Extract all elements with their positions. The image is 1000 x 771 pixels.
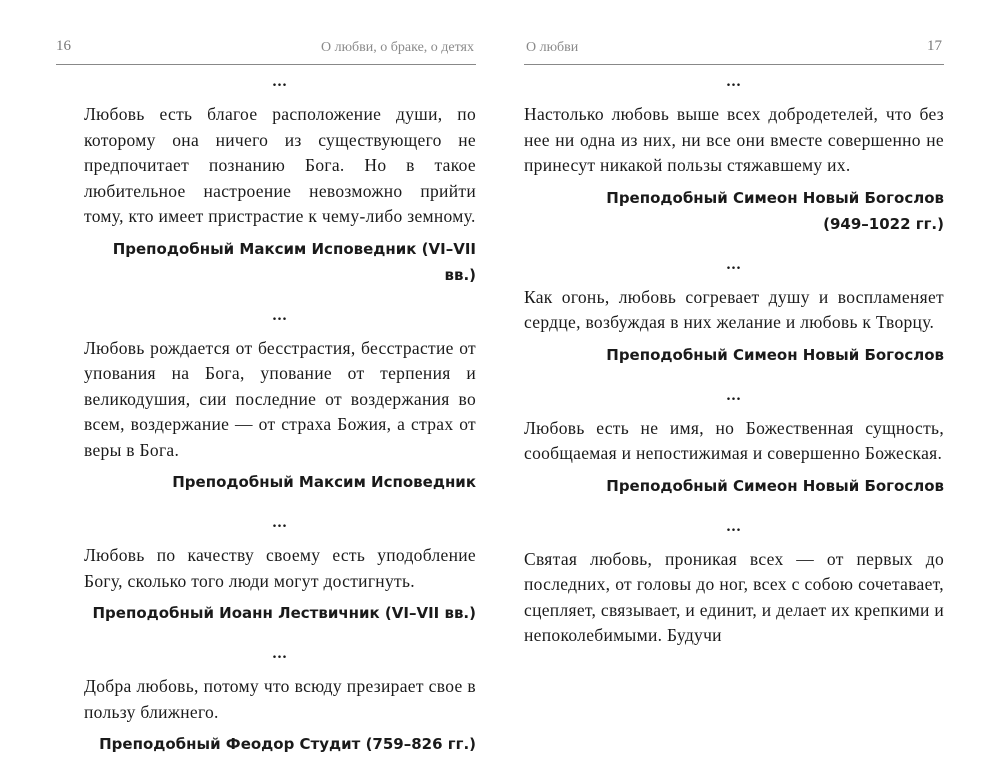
running-head-left: [56, 38, 476, 65]
author-name: Преподобный Феодор Студит (759–826 гг.): [99, 735, 476, 753]
page-number: 16: [56, 38, 71, 54]
section-separator: ...: [726, 517, 742, 535]
left-page-body: [84, 68, 476, 771]
right-page: [500, 0, 1000, 770]
section-separator: ...: [272, 645, 288, 662]
section-separator: ...: [272, 73, 288, 90]
quote-paragraph: Любовь по качеству своему есть уподобление Богу, сколько того люди могут достигнуть.: [84, 545, 476, 591]
author-name: Преподобный Симеон Новый Богослов: [606, 476, 944, 495]
quote-paragraph: Настолько любовь выше всех добродетелей, что без нее ни одна из них, ни все они вместе совершенно не принесут никакой пользы стяжавшему их.: [524, 104, 944, 175]
quote-paragraph: Любовь есть не имя, но Божественная сущность, сообщаемая и непостижимая и совершенно Божеская.: [524, 417, 944, 463]
running-head-right: [524, 38, 944, 65]
quote-attribution: [524, 473, 944, 499]
quote-paragraph: Святая любовь, проникая всех — от первых до последних, от головы до ног, всех с собою сочетавает, сцепляет, связывает, и единит, и делает их крепкими и непоколебимыми. Будучи: [524, 548, 944, 645]
author-name: Преподобный Максим Исповедник: [172, 473, 476, 491]
author-name: Преподобный Симеон Новый Богослов: [606, 188, 944, 207]
author-name: Преподобный Симеон Новый Богослов: [606, 345, 944, 364]
quote-paragraph: Любовь рождается от бесстрастия, бесстрастие от упования на Бога, упование от терпения и великодушия, сии последние от воздержания во всем, воздержание — от страха Божия, а страх от веры в Бога.: [84, 337, 476, 460]
quote-attribution: [84, 236, 476, 288]
quote-attribution: [524, 185, 944, 237]
page-number: 17: [927, 38, 942, 54]
section-separator: ...: [272, 514, 288, 531]
author-name: Преподобный Максим Исповедник (VI–VII вв.): [112, 239, 476, 284]
quote-attribution: [84, 600, 476, 626]
quote-attribution: [84, 731, 476, 757]
quote-attribution: [84, 469, 476, 495]
quote-paragraph: Любовь есть благое расположение души, по которому она ничего из существующего не предпочитает познанию Бога. Но в такое любительное настроение невозможно прийти тому, кто имеет пристрастие к чему-либо земному.: [84, 104, 476, 226]
author-name: Преподобный Иоанн Лествичник (VI–VII вв.): [92, 604, 476, 622]
section-separator: ...: [726, 386, 742, 404]
right-page-body: [524, 68, 944, 655]
section-separator: ...: [726, 73, 742, 90]
quote-paragraph: Как огонь, любовь согревает душу и воспламеняет сердце, возбуждая в них желание и любовь к Творцу.: [524, 286, 944, 332]
quote-paragraph: Добра любовь, потому что всюду презирает свое в пользу ближнего.: [84, 676, 476, 722]
section-separator: ...: [726, 255, 742, 273]
running-title: О любви: [526, 40, 579, 55]
author-dates: (949–1022 гг.): [823, 214, 944, 233]
quote-attribution: [524, 342, 944, 368]
running-title: О любви, о браке, о детях: [321, 40, 474, 55]
section-separator: ...: [272, 306, 288, 324]
left-page: [0, 0, 500, 770]
